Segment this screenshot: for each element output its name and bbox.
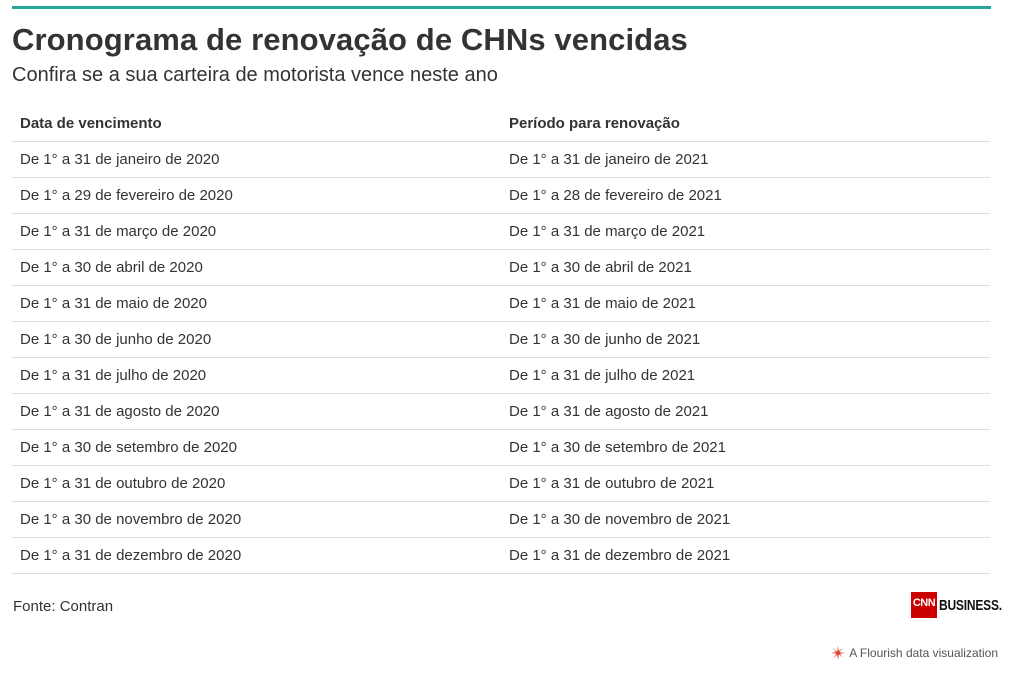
column-header-expiry-date: Data de vencimento [12, 105, 501, 142]
table-row [12, 538, 990, 574]
top-accent-rule [12, 6, 991, 9]
table-row [12, 322, 990, 358]
cell-renewal-period: De 1° a 30 de novembro de 2021 [501, 502, 990, 538]
cell-renewal-period: De 1° a 30 de setembro de 2021 [501, 430, 990, 466]
table-header-row [12, 105, 990, 142]
cell-renewal-period: De 1° a 31 de julho de 2021 [501, 358, 990, 394]
cell-renewal-period: De 1° a 31 de janeiro de 2021 [501, 142, 990, 178]
cell-renewal-period: De 1° a 31 de agosto de 2021 [501, 394, 990, 430]
cell-renewal-period: De 1° a 30 de abril de 2021 [501, 250, 990, 286]
table-row [12, 214, 990, 250]
cell-expiry-date: De 1° a 31 de julho de 2020 [12, 358, 501, 394]
cell-expiry-date: De 1° a 30 de setembro de 2020 [12, 430, 501, 466]
cell-renewal-period: De 1° a 31 de dezembro de 2021 [501, 538, 990, 574]
chart-title: Cronograma de renovação de CHNs vencidas [12, 22, 688, 57]
cnn-logo-mark: CNN [911, 592, 937, 618]
cell-renewal-period: De 1° a 31 de outubro de 2021 [501, 466, 990, 502]
cell-expiry-date: De 1° a 29 de fevereiro de 2020 [12, 178, 501, 214]
cell-expiry-date: De 1° a 31 de agosto de 2020 [12, 394, 501, 430]
cell-expiry-date: De 1° a 30 de novembro de 2020 [12, 502, 501, 538]
flourish-credit-text: A Flourish data visualization [849, 646, 998, 660]
table-row [12, 358, 990, 394]
cell-expiry-date: De 1° a 31 de janeiro de 2020 [12, 142, 501, 178]
table-row [12, 502, 990, 538]
chart-subtitle: Confira se a sua carteira de motorista vence neste ano [12, 64, 498, 86]
table-row [12, 394, 990, 430]
cell-renewal-period: De 1° a 31 de março de 2021 [501, 214, 990, 250]
cell-renewal-period: De 1° a 31 de maio de 2021 [501, 286, 990, 322]
cell-expiry-date: De 1° a 31 de dezembro de 2020 [12, 538, 501, 574]
cell-expiry-date: De 1° a 30 de abril de 2020 [12, 250, 501, 286]
source-note: Fonte: Contran [13, 598, 114, 615]
renewal-schedule-table [12, 105, 990, 574]
table-body [12, 142, 990, 574]
table-row [12, 250, 990, 286]
cell-expiry-date: De 1° a 30 de junho de 2020 [12, 322, 501, 358]
cell-expiry-date: De 1° a 31 de março de 2020 [12, 214, 501, 250]
business-logo-text: BUSINESS. [939, 596, 1002, 614]
cell-expiry-date: De 1° a 31 de outubro de 2020 [12, 466, 501, 502]
flourish-star-icon [831, 646, 845, 660]
table-row [12, 430, 990, 466]
table-row [12, 286, 990, 322]
cnn-business-logo [911, 592, 1002, 618]
cell-renewal-period: De 1° a 30 de junho de 2021 [501, 322, 990, 358]
cell-expiry-date: De 1° a 31 de maio de 2020 [12, 286, 501, 322]
table-row [12, 178, 990, 214]
flourish-credit[interactable] [831, 646, 998, 660]
cell-renewal-period: De 1° a 28 de fevereiro de 2021 [501, 178, 990, 214]
table-row [12, 142, 990, 178]
column-header-renewal-period: Período para renovação [501, 105, 990, 142]
table-row [12, 466, 990, 502]
